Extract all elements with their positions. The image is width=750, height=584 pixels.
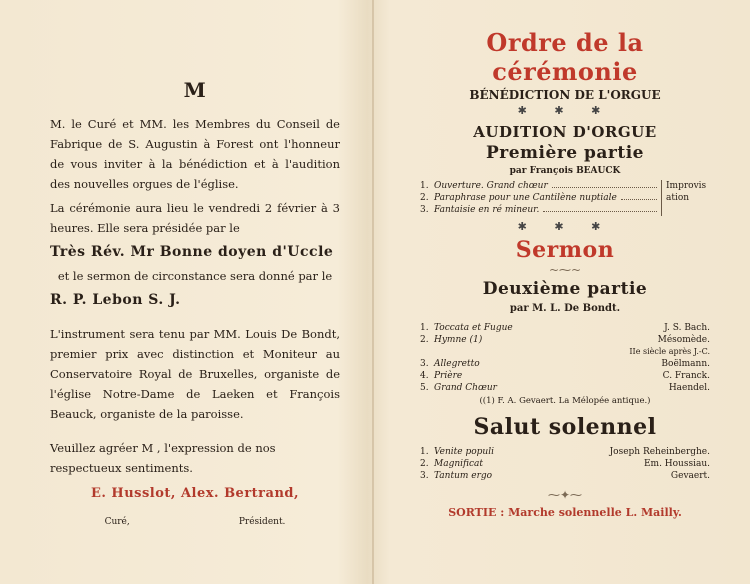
presider-name: Très Rév. Mr Bonne doyen d'Uccle: [50, 244, 334, 260]
list-item: 1. Venite populi Joseph Reheinberghe.: [420, 447, 710, 457]
part2-title: Deuxième partie: [482, 279, 648, 299]
sortie-line: SORTIE : Marche solennelle L. Mailly.: [448, 506, 682, 519]
list-item: 1. Toccata et Fugue J. S. Bach.: [420, 323, 710, 333]
program-title: Ordre de la cérémonie: [486, 28, 644, 86]
invitation-intro: M. le Curé et MM. les Membres du Conseil de Fabrique de S. Augustin à Forest ont l'honneur de vous inviter à la bénédiction et à l'audition des nouvelles orgues de l'église.: [50, 117, 340, 191]
list-item: 1. Ouverture. Grand chœur: [420, 180, 661, 192]
program-page: [420, 28, 710, 519]
role-cure: Curé,: [104, 517, 130, 527]
list-item: 3. Fantaisie en ré mineur.: [420, 204, 661, 216]
part2-list: [420, 322, 710, 394]
signatures: E. Husslot, Alex. Bertrand,: [90, 486, 300, 501]
part1-list: [420, 180, 661, 216]
sermon-line: et le sermon de circonstance sera donné par le: [57, 269, 333, 283]
flourish-ornament: ~⁓~: [548, 263, 582, 277]
preacher-name: R. P. Lebon S. J.: [50, 292, 181, 308]
list-item: 2. Hymne (1) Mésomède.: [420, 335, 710, 345]
organists-paragraph: L'instrument sera tenu par MM. Louis De Bondt, premier prix avec distinction et Moniteur au Conservatoire Royal de Bruxelles, organiste de l'église Notre-Dame de Laeken et François Beauck, organiste de la paroisse.: [50, 327, 340, 421]
list-item: 3. Allegretto Boëlmann.: [420, 359, 710, 369]
salut-title: Salut solennel: [473, 414, 657, 440]
part2-performer: par M. L. De Bondt.: [509, 303, 621, 314]
stars-divider-2: ✱ ✱ ✱: [517, 220, 613, 233]
program-subtitle: BÉNÉDICTION DE L'ORGUE: [469, 88, 661, 102]
list-item: 2. Magnificat Em. Houssiau.: [420, 459, 710, 469]
stars-divider-1: ✱ ✱ ✱: [517, 104, 613, 117]
ceremony-date: La cérémonie aura lieu le vendredi 2 février à 3 heures. Elle sera présidée par le: [50, 201, 340, 235]
list-item: 3. Tantum ergo Gevaert.: [420, 471, 710, 481]
part1-title: Première partie: [486, 143, 644, 163]
salutation-initial: M: [183, 78, 207, 102]
role-president: Président.: [238, 517, 286, 527]
improvisation-note: Improvisation: [661, 180, 710, 216]
flourish-ornament-2: ⁓✦⁓: [547, 488, 583, 502]
sermon-heading: Sermon: [515, 237, 615, 263]
list-item: 5. Grand Chœur Haendel.: [420, 383, 710, 393]
salut-list: [420, 446, 710, 482]
list-item: 4. Prière C. Franck.: [420, 371, 710, 381]
list-item: IIe siècle après J.-C.: [629, 347, 710, 356]
invitation-page: [50, 80, 340, 532]
list-item: 2. Paraphrase pour une Cantilène nuptiale: [420, 192, 661, 204]
footnote: ((1) F. A. Gevaert. La Mélopée antique.): [479, 396, 651, 406]
part1-performer: par François BEAUCK: [509, 166, 621, 176]
audition-heading: AUDITION D'ORGUE: [473, 123, 657, 141]
page-fold: [372, 0, 374, 584]
closing-formula: Veuillez agréer M , l'expression de nos respectueux sentiments.: [50, 441, 276, 475]
